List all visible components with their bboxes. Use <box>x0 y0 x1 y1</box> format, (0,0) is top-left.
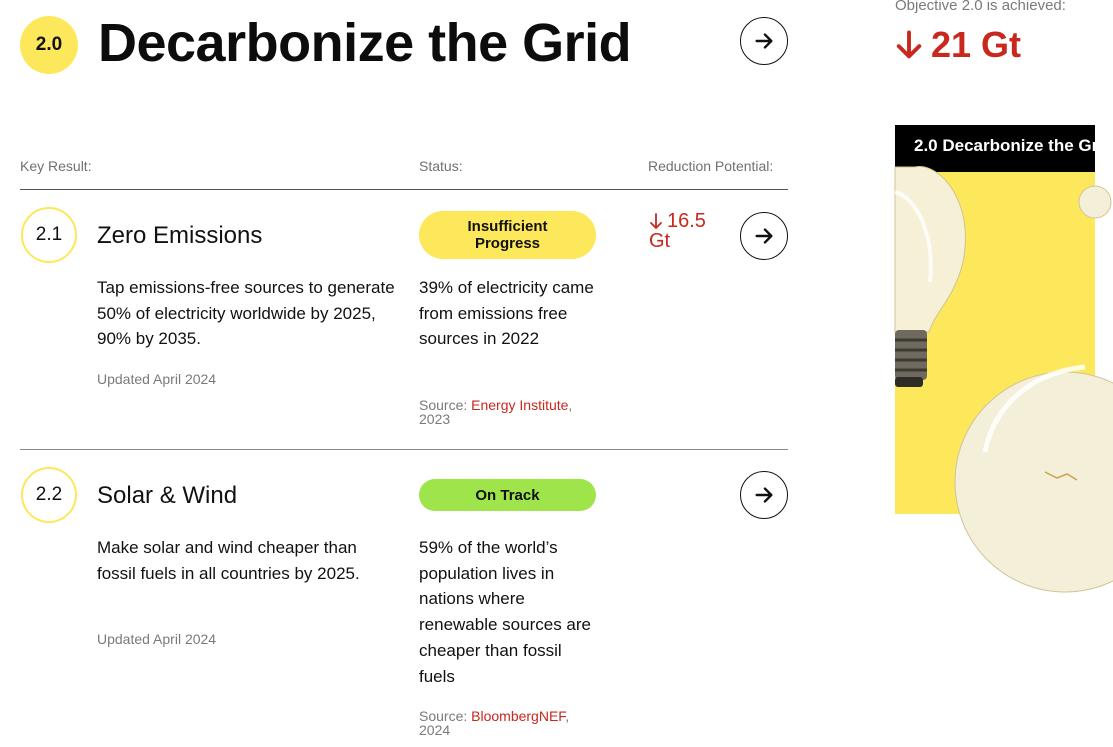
objective-achieved-label: Objective 2.0 is achieved: <box>895 0 1066 14</box>
source-year: , 2023 <box>419 397 573 427</box>
kr-arrow-button[interactable] <box>740 212 788 260</box>
arrow-down-icon <box>895 29 923 61</box>
kr-title[interactable]: Zero Emissions <box>97 222 263 249</box>
kr-description: Make solar and wind cheaper than fossil fuels in all countries by 2025. <box>97 538 360 583</box>
status-source <box>419 398 599 426</box>
lightbulb-illustration <box>895 172 1095 514</box>
status-badge-label: Insufficient Progress <box>467 218 548 252</box>
kr-number-badge: 2.2 <box>21 467 77 523</box>
column-header-key-result: Key Result: <box>20 158 92 174</box>
column-header-status: Status: <box>419 158 463 174</box>
objective-achieved-value <box>895 24 1021 66</box>
source-prefix: Source: <box>419 708 472 724</box>
status-badge-on-track <box>419 479 596 511</box>
status-badge-label: On Track <box>475 486 540 504</box>
objective-number-badge: 2.0 <box>20 16 78 74</box>
achieved-value-text: 21 Gt <box>931 24 1022 65</box>
column-header-reduction: Reduction Potential: <box>648 158 774 174</box>
arrow-right-icon <box>753 484 775 506</box>
source-link[interactable]: BloombergNEF <box>471 708 566 724</box>
kr-description: Tap emissions-free sources to generate 50% of electricity worldwide by 2025, 90% by 2035. <box>97 278 395 349</box>
arrow-right-icon <box>753 225 775 247</box>
header-divider <box>20 189 788 190</box>
card-title: 2.0 Decarbonize the Grid <box>895 125 1095 172</box>
status-badge-insufficient <box>419 211 596 259</box>
reduction-value: 16.5 <box>667 210 706 232</box>
kr-arrow-button[interactable] <box>740 471 788 519</box>
arrow-down-icon <box>649 213 663 230</box>
arrow-right-icon <box>753 30 775 52</box>
status-description: 39% of electricity came from emissions free sources in 2022 <box>419 278 594 349</box>
row-divider <box>20 449 788 450</box>
source-prefix: Source: <box>419 397 472 413</box>
source-link[interactable]: Energy Institute <box>471 397 569 413</box>
source-year: , 2024 <box>419 708 570 738</box>
kr-title[interactable]: Solar & Wind <box>97 482 238 509</box>
kr-updated: Updated April 2024 <box>97 371 217 387</box>
status-description: 59% of the world’s population lives in nations where renewable sources are cheaper than fossil fuels <box>419 538 591 686</box>
reduction-unit: Gt <box>649 230 671 252</box>
reduction-potential <box>649 212 729 250</box>
kr-updated: Updated April 2024 <box>97 631 217 647</box>
kr-number-badge: 2.1 <box>21 207 77 263</box>
objective-card[interactable] <box>895 125 1113 514</box>
objective-arrow-button[interactable] <box>740 17 788 65</box>
status-source <box>419 709 599 737</box>
objective-title: Decarbonize the Grid <box>98 13 632 73</box>
